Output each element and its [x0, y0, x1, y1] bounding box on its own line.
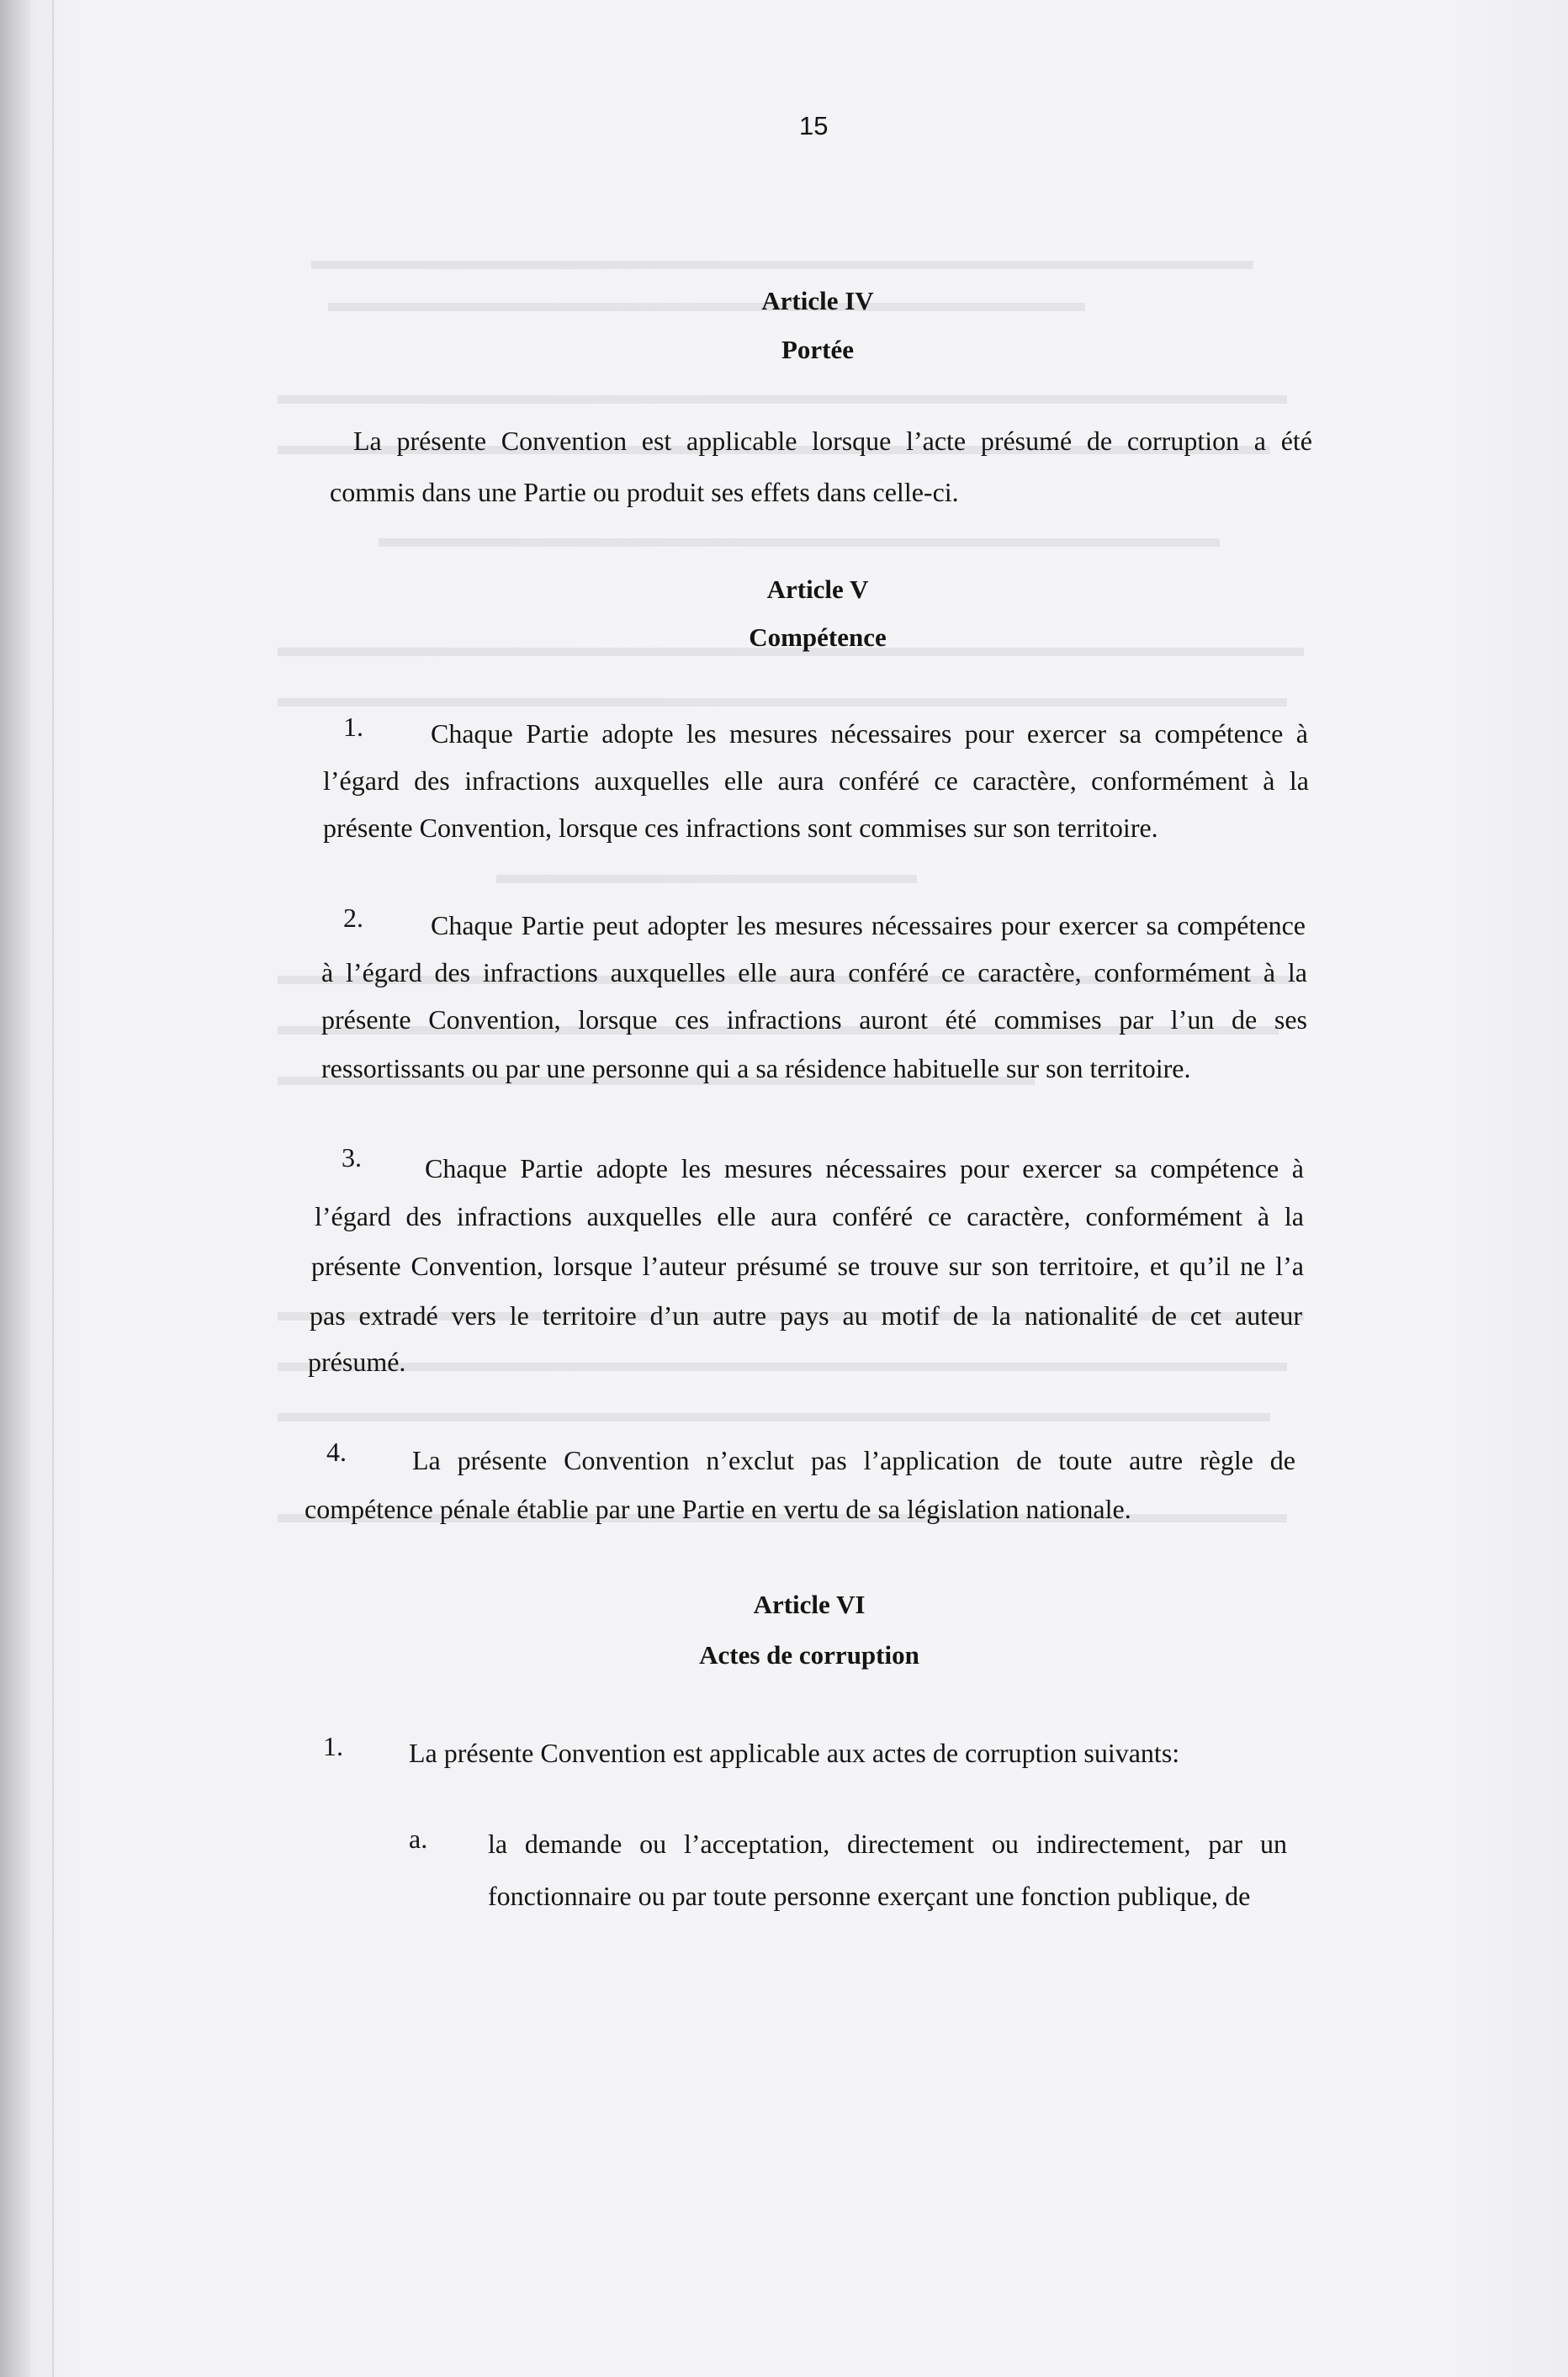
article-v-item1-number: 1.: [343, 712, 363, 742]
article-v-subtitle: Compétence: [749, 622, 887, 652]
article-v-item2-line3: présente Convention, lorsque ces infractions auront été commises par l’un de ses: [321, 1004, 1307, 1035]
article-v-item2-number: 2.: [343, 903, 363, 933]
article-v-item2-line4: ressortissants ou par une personne qui a sa résidence habituelle sur son territoire.: [321, 1053, 1191, 1083]
article-iv-subtitle: Portée: [781, 335, 855, 364]
article-v-title: Article V: [766, 574, 869, 604]
article-vi-item1-text: La présente Convention est applicable aux actes de corruption suivants:: [409, 1738, 1180, 1768]
article-iv-title: Article IV: [761, 286, 874, 315]
article-v-item3-line2: l’égard des infractions auxquelles elle aura conféré ce caractère, conformément à la: [315, 1201, 1304, 1231]
article-vi-item-a-line2: fonctionnaire ou par toute personne exerçant une fonction publique, de: [488, 1881, 1251, 1911]
article-vi-subtitle: Actes de corruption: [699, 1640, 919, 1670]
article-v-item4-line2: compétence pénale établie par une Partie en vertu de sa législation nationale.: [305, 1494, 1131, 1524]
article-v-item3-number: 3.: [342, 1142, 362, 1173]
article-v-item3-line4: pas extradé vers le territoire d’un autre pays au motif de la nationalité de cet auteur: [310, 1300, 1302, 1331]
article-v-item2-line2: à l’égard des infractions auxquelles elle aura conféré ce caractère, conformément à la: [321, 957, 1307, 987]
article-iv-text-line1: La présente Convention est applicable lorsque l’acte présumé de corruption a été: [353, 426, 1312, 456]
article-v-item1-line3: présente Convention, lorsque ces infractions sont commises sur son territoire.: [323, 813, 1158, 843]
article-v-item2-line1: Chaque Partie peut adopter les mesures nécessaires pour exercer sa compétence: [431, 910, 1306, 940]
article-v-item3-line3: présente Convention, lorsque l’auteur présumé se trouve sur son territoire, et qu’il ne l’a: [311, 1251, 1304, 1281]
page-number: 15: [799, 111, 829, 140]
article-v-item3-line1: Chaque Partie adopte les mesures nécessaires pour exercer sa compétence à: [425, 1153, 1304, 1183]
article-v-item1-line1: Chaque Partie adopte les mesures nécessaires pour exercer sa compétence à: [431, 718, 1308, 749]
article-vi-title: Article VI: [753, 1590, 866, 1619]
article-v-item3-line5: présumé.: [308, 1347, 406, 1377]
article-v-item4-line1: La présente Convention n’exclut pas l’application de toute autre règle de: [412, 1445, 1295, 1475]
article-iv-text-line2: commis dans une Partie ou produit ses effets dans celle-ci.: [330, 477, 959, 507]
article-vi-item1-number: 1.: [323, 1731, 343, 1761]
article-vi-item-a-letter: a.: [409, 1824, 428, 1854]
article-v-item1-line2: l’égard des infractions auxquelles elle aura conféré ce caractère, conformément à la: [323, 765, 1309, 796]
article-v-item4-number: 4.: [326, 1437, 347, 1467]
article-vi-item-a-line1: la demande ou l’acceptation, directement ou indirectement, par un: [488, 1829, 1287, 1859]
